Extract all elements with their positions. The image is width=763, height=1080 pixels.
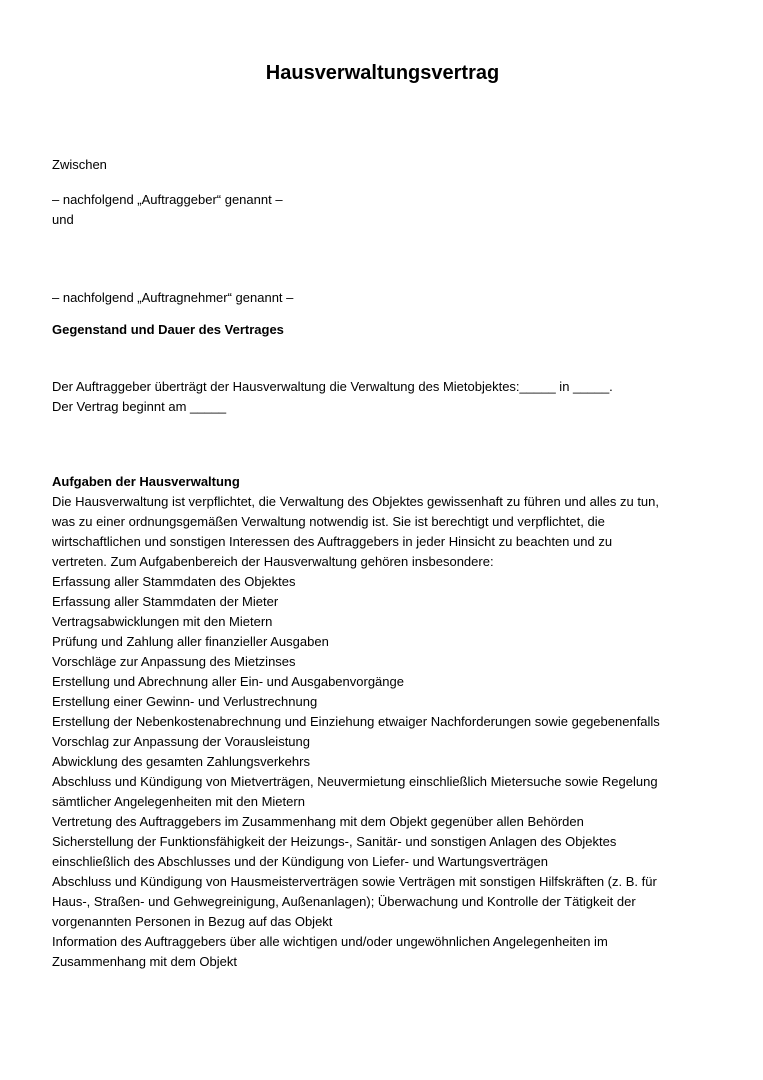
text-line: Der Auftraggeber überträgt der Hausverwaltung die Verwaltung des Mietobjektes:_____ in _____. (52, 379, 613, 394)
section-heading-subject-and-duration: Gegenstand und Dauer des Vertrages (52, 322, 284, 337)
text-line: Abwicklung des gesamten Zahlungsverkehrs (52, 754, 310, 769)
text-line: vertreten. Zum Aufgabenbereich der Hausverwaltung gehören insbesondere: (52, 554, 494, 569)
text-line: Information des Auftraggebers über alle wichtigen und/oder ungewöhnlichen Angelegenheiten im (52, 934, 608, 949)
text-line: Erfassung aller Stammdaten der Mieter (52, 594, 279, 609)
text-line: Vorschlag zur Anpassung der Vorausleistung (52, 734, 311, 749)
text-line: was zu einer ordnungsgemäßen Verwaltung notwendig ist. Sie ist berechtigt und verpflichtet, die (52, 514, 605, 529)
text-line: vorgenannten Personen in Bezug auf das Objekt (52, 914, 333, 929)
section-heading-duties: Aufgaben der Hausverwaltung (52, 474, 240, 489)
text-line: Abschluss und Kündigung von Mietverträgen, Neuvermietung einschließlich Mietersuche sowie Regelung (52, 774, 658, 789)
text-line: sämtlicher Angelegenheiten mit den Mietern (52, 794, 305, 809)
document-title: Hausverwaltungsvertrag (265, 62, 500, 84)
subject-paragraph (52, 377, 713, 417)
text-line: Abschluss und Kündigung von Hausmeisterverträgen sowie Verträgen mit sonstigen Hilfskräften (z. B. für (52, 874, 657, 889)
contractor-designation-line: – nachfolgend „Auftragnehmer“ genannt – (52, 290, 294, 305)
text-line: Vertragsabwicklungen mit den Mietern (52, 614, 273, 629)
and-label: und (52, 212, 74, 227)
client-designation-line: – nachfolgend „Auftraggeber“ genannt – (52, 192, 283, 207)
text-line: Haus-, Straßen- und Gehwegreinigung, Außenanlagen); Überwachung und Kontrolle der Tätigkeit der (52, 894, 636, 909)
text-line: Vorschläge zur Anpassung des Mietzinses (52, 654, 296, 669)
text-line: einschließlich des Abschlusses und der Kündigung von Liefer- und Wartungsverträgen (52, 854, 548, 869)
text-line: Erstellung der Nebenkostenabrechnung und Einziehung etwaiger Nachforderungen sowie gegebenenfalls (52, 714, 660, 729)
text-line: Zusammenhang mit dem Objekt (52, 954, 237, 969)
text-line: Der Vertrag beginnt am _____ (52, 399, 227, 414)
text-line: Erstellung einer Gewinn- und Verlustrechnung (52, 694, 318, 709)
text-line: Erfassung aller Stammdaten des Objektes (52, 574, 296, 589)
client-designation-paragraph (52, 190, 713, 230)
text-line: Sicherstellung der Funktionsfähigkeit der Heizungs-, Sanitär- und sonstigen Anlagen des Objektes (52, 834, 617, 849)
duties-paragraph (52, 492, 713, 972)
text-line: Vertretung des Auftraggebers im Zusammenhang mit dem Objekt gegenüber allen Behörden (52, 814, 584, 829)
text-line: Die Hausverwaltung ist verpflichtet, die Verwaltung des Objektes gewissenhaft zu führen und alles zu tun, (52, 494, 660, 509)
text-line: wirtschaftlichen und sonstigen Interessen des Auftraggebers in jeder Hinsicht zu beachten und zu (52, 534, 613, 549)
text-line: Erstellung und Abrechnung aller Ein- und Ausgabenvorgänge (52, 674, 404, 689)
between-label: Zwischen (52, 157, 107, 172)
text-line: Prüfung und Zahlung aller finanzieller Ausgaben (52, 634, 329, 649)
